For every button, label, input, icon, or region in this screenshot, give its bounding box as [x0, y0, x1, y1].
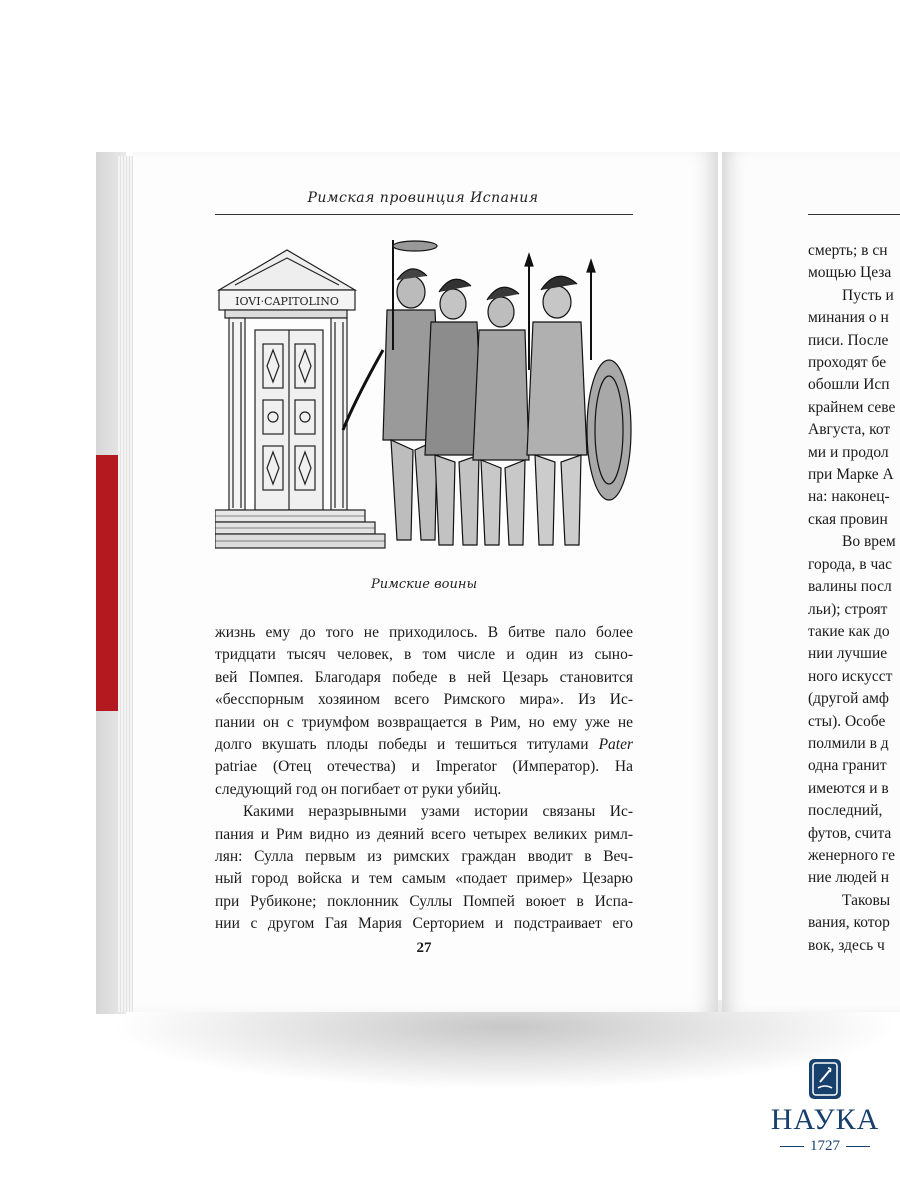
right-line: крайнем севе: [808, 398, 896, 416]
publisher-year: 1727: [810, 1138, 840, 1154]
body-line-with-title: [215, 734, 633, 756]
body-line: ный город войска и тем самым «подает пример» Цезарю: [215, 870, 633, 888]
right-line: ние людей н: [808, 869, 890, 887]
page-number: 27: [416, 940, 432, 956]
right-page-text: [808, 240, 900, 957]
right-line: ская провин: [808, 510, 888, 528]
body-line: пании он с триумфом возвращается в Рим, но ему уже не: [215, 713, 633, 731]
year-dash-right: [846, 1146, 870, 1148]
right-line: Таковы: [842, 891, 891, 909]
page-edges: [118, 156, 134, 1012]
right-line: имеются и в: [808, 779, 889, 797]
publisher-name: НАУКА: [770, 1103, 880, 1136]
right-line: ми и продол: [808, 443, 889, 461]
right-line: Во врем: [842, 533, 896, 551]
right-page: [722, 152, 900, 1012]
right-line: писи. После: [808, 331, 889, 349]
body-line: следующий год он погибает от руки убийц.: [215, 780, 502, 798]
cover-red-band: [96, 455, 120, 711]
right-line: проходят бе: [808, 354, 887, 372]
right-line: такие как до: [808, 622, 890, 640]
publisher-logo: [770, 1058, 880, 1168]
right-line: (другой амф: [808, 690, 889, 708]
right-line: последний,: [808, 802, 883, 820]
temple-inscription: IOVI·CAPITOLINO: [235, 295, 339, 308]
right-line: сты). Особе: [808, 712, 886, 730]
engraving-illustration: [215, 240, 633, 570]
body-text: [215, 622, 633, 936]
right-line: города, в час: [808, 555, 893, 573]
body-line: вей Помпея. Благодаря победе в ней Цезарь становится: [215, 668, 633, 686]
right-line: мощью Цеза: [808, 264, 892, 282]
right-line: полмили в д: [808, 734, 889, 752]
right-line: валины посл: [808, 578, 892, 596]
right-line: льи); строят: [808, 600, 888, 618]
year-dash-left: [780, 1146, 804, 1148]
running-head: Римская провинция Испания: [307, 190, 539, 206]
right-line: вок, здесь ч: [808, 936, 885, 954]
left-page: [133, 152, 718, 1012]
body-line: жизнь ему до того не приходилось. В битве пало более: [215, 624, 633, 641]
body-line: тридцати тысяч человек, в том числе и один из сыно-: [215, 646, 633, 664]
soldiers-drawing: [343, 240, 631, 545]
right-line: женерного ге: [808, 846, 895, 864]
right-line: обошли Исп: [808, 376, 890, 394]
book-quill-icon: [808, 1058, 842, 1100]
right-line: при Марке А: [808, 466, 894, 484]
header-rule: [215, 214, 633, 215]
publisher-year-row: [770, 1138, 880, 1155]
right-line: футов, счита: [808, 824, 892, 842]
right-line: нии лучшие: [808, 645, 888, 663]
right-line: ного искусст: [808, 667, 893, 685]
body-line: лян: Сулла первым из римских граждан вводит в Веч-: [215, 848, 633, 866]
body-line: пания и Рим видно из деяний всего четырех великих римл-: [215, 825, 633, 843]
right-line: смерть; в сн: [808, 242, 888, 259]
right-line: Августа, кот: [808, 421, 891, 439]
title-pater: Pater: [598, 736, 634, 754]
header-rule: [808, 214, 900, 215]
body-line: «бесспорным хозяином всего Римского мира». Из Ис-: [215, 691, 633, 709]
body-line: долго вкушать плоды победы и тешиться титулами: [215, 736, 589, 754]
body-line: нии с другом Гая Мария Серторием и подстраивает его: [215, 915, 633, 933]
body-line: при Рубиконе; поклонник Суллы Помпей воюет в Испа-: [215, 892, 633, 910]
right-line: минания о н: [808, 309, 889, 327]
body-line: Какими неразрывными узами истории связаны Ис-: [243, 803, 633, 821]
right-line: на: наконец-: [808, 488, 890, 506]
figure-caption: Римские воины: [370, 577, 478, 592]
body-line: patriae (Отец отечества) и Imperator (Император). На: [215, 758, 633, 776]
right-line: Пусть и: [842, 286, 894, 304]
roman-soldiers-engraving: [215, 240, 633, 570]
right-line: одна гранит: [808, 757, 887, 775]
right-line: вания, котор: [808, 914, 890, 932]
